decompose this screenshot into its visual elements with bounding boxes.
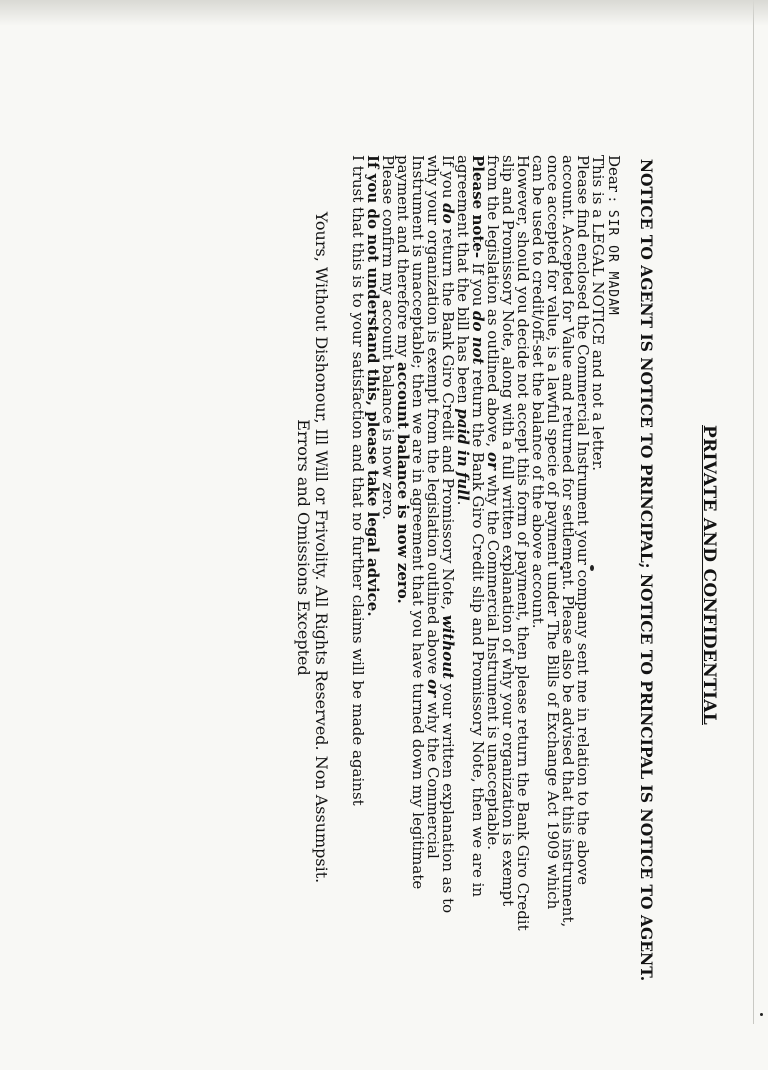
paragraph-text: If you do not understand this, please take legal advice. <box>364 155 382 617</box>
paragraph-text: If you <box>469 258 487 312</box>
paragraph-text: Please find enclosed the Commercial Instrument your company sent me in relation to the above account. Accepted for Value and returned for settlement. Please also be advised that this instrument, once accepted for value, is a lawful specie of payment under The Bills of Exchange Act 1909 which can be used to credit/off-set the balance of the above account. <box>529 155 592 928</box>
notice-heading: NOTICE TO AGENT IS NOTICE TO PRINCIPAL; NOTICE TO PRINCIPAL IS NOTICE TO AGENT. <box>637 158 656 982</box>
paragraph-text: If you <box>439 155 457 204</box>
paragraph-text: or <box>424 679 442 697</box>
signoff-line-2: Errors and Omissions Excepted <box>294 419 313 676</box>
paragraph <box>395 155 455 940</box>
paragraph-text: why the Commercial Instrument is unacceptable. <box>484 469 502 850</box>
salutation-text: Dear : <box>605 155 623 202</box>
paragraph-text: However, should you decide not accept this form of payment, then please return the Bank Giro Credit slip and Promissory Note, along with a full written explanation of why your organization is exempt from the legislation as outlined above, <box>484 155 532 931</box>
paragraph-text: account balance is now zero. <box>394 362 412 604</box>
paragraph-text: why the Commercial Instrument is unacceptable; then we are in agreement that you have turned down my legitimate payment and therefore my <box>394 155 442 890</box>
page-edge-line <box>753 0 754 1024</box>
paragraph-text: without <box>439 614 457 680</box>
paragraph-text: I trust that this is to your satisfaction and that no further claims will be made against <box>349 155 367 806</box>
paragraph <box>350 155 365 940</box>
signoff <box>294 155 330 940</box>
paragraph-text: This is a LEGAL NOTICE and not a letter. <box>589 155 607 471</box>
paragraph <box>455 155 485 940</box>
paragraph-text: your written explanation as to why your organization is exempt from the legislation outlined above <box>424 155 457 914</box>
paragraph <box>590 155 605 940</box>
document-title: PRIVATE AND CONFIDENTIAL <box>699 425 719 725</box>
paragraph <box>365 155 380 940</box>
scan-speck <box>760 1013 763 1016</box>
paragraph-text: Please note- <box>469 155 487 259</box>
paragraph-text: Please confirm my account balance is now zero. <box>379 155 397 520</box>
letter-paragraphs <box>350 155 605 940</box>
paragraph-text: or <box>484 451 502 470</box>
paragraph-text: . <box>454 500 472 506</box>
paragraph-text: return the Bank Giro Credit slip and Promissory Note, then we are in agreement that the bill has been <box>454 155 487 898</box>
salutation-handwritten: SIR OR MADAM <box>605 209 620 316</box>
paragraph-text: paid in full <box>454 408 472 501</box>
paragraph <box>485 155 530 940</box>
scan-top-shadow <box>0 0 768 26</box>
paragraph <box>530 155 590 940</box>
signoff-line-1: Yours, Without Dishonour, Ill Will or Frivolity. All Rights Reserved. Non Assumpsit. <box>312 211 331 884</box>
paragraph-text: return the Bank Giro Credit and Promissory Note, <box>439 223 457 615</box>
letter-body <box>350 155 621 940</box>
paragraph <box>380 155 395 940</box>
paragraph-text: do not <box>469 311 487 365</box>
salutation <box>605 155 621 940</box>
letter-page <box>56 80 719 1070</box>
paragraph-text: do <box>439 203 457 224</box>
